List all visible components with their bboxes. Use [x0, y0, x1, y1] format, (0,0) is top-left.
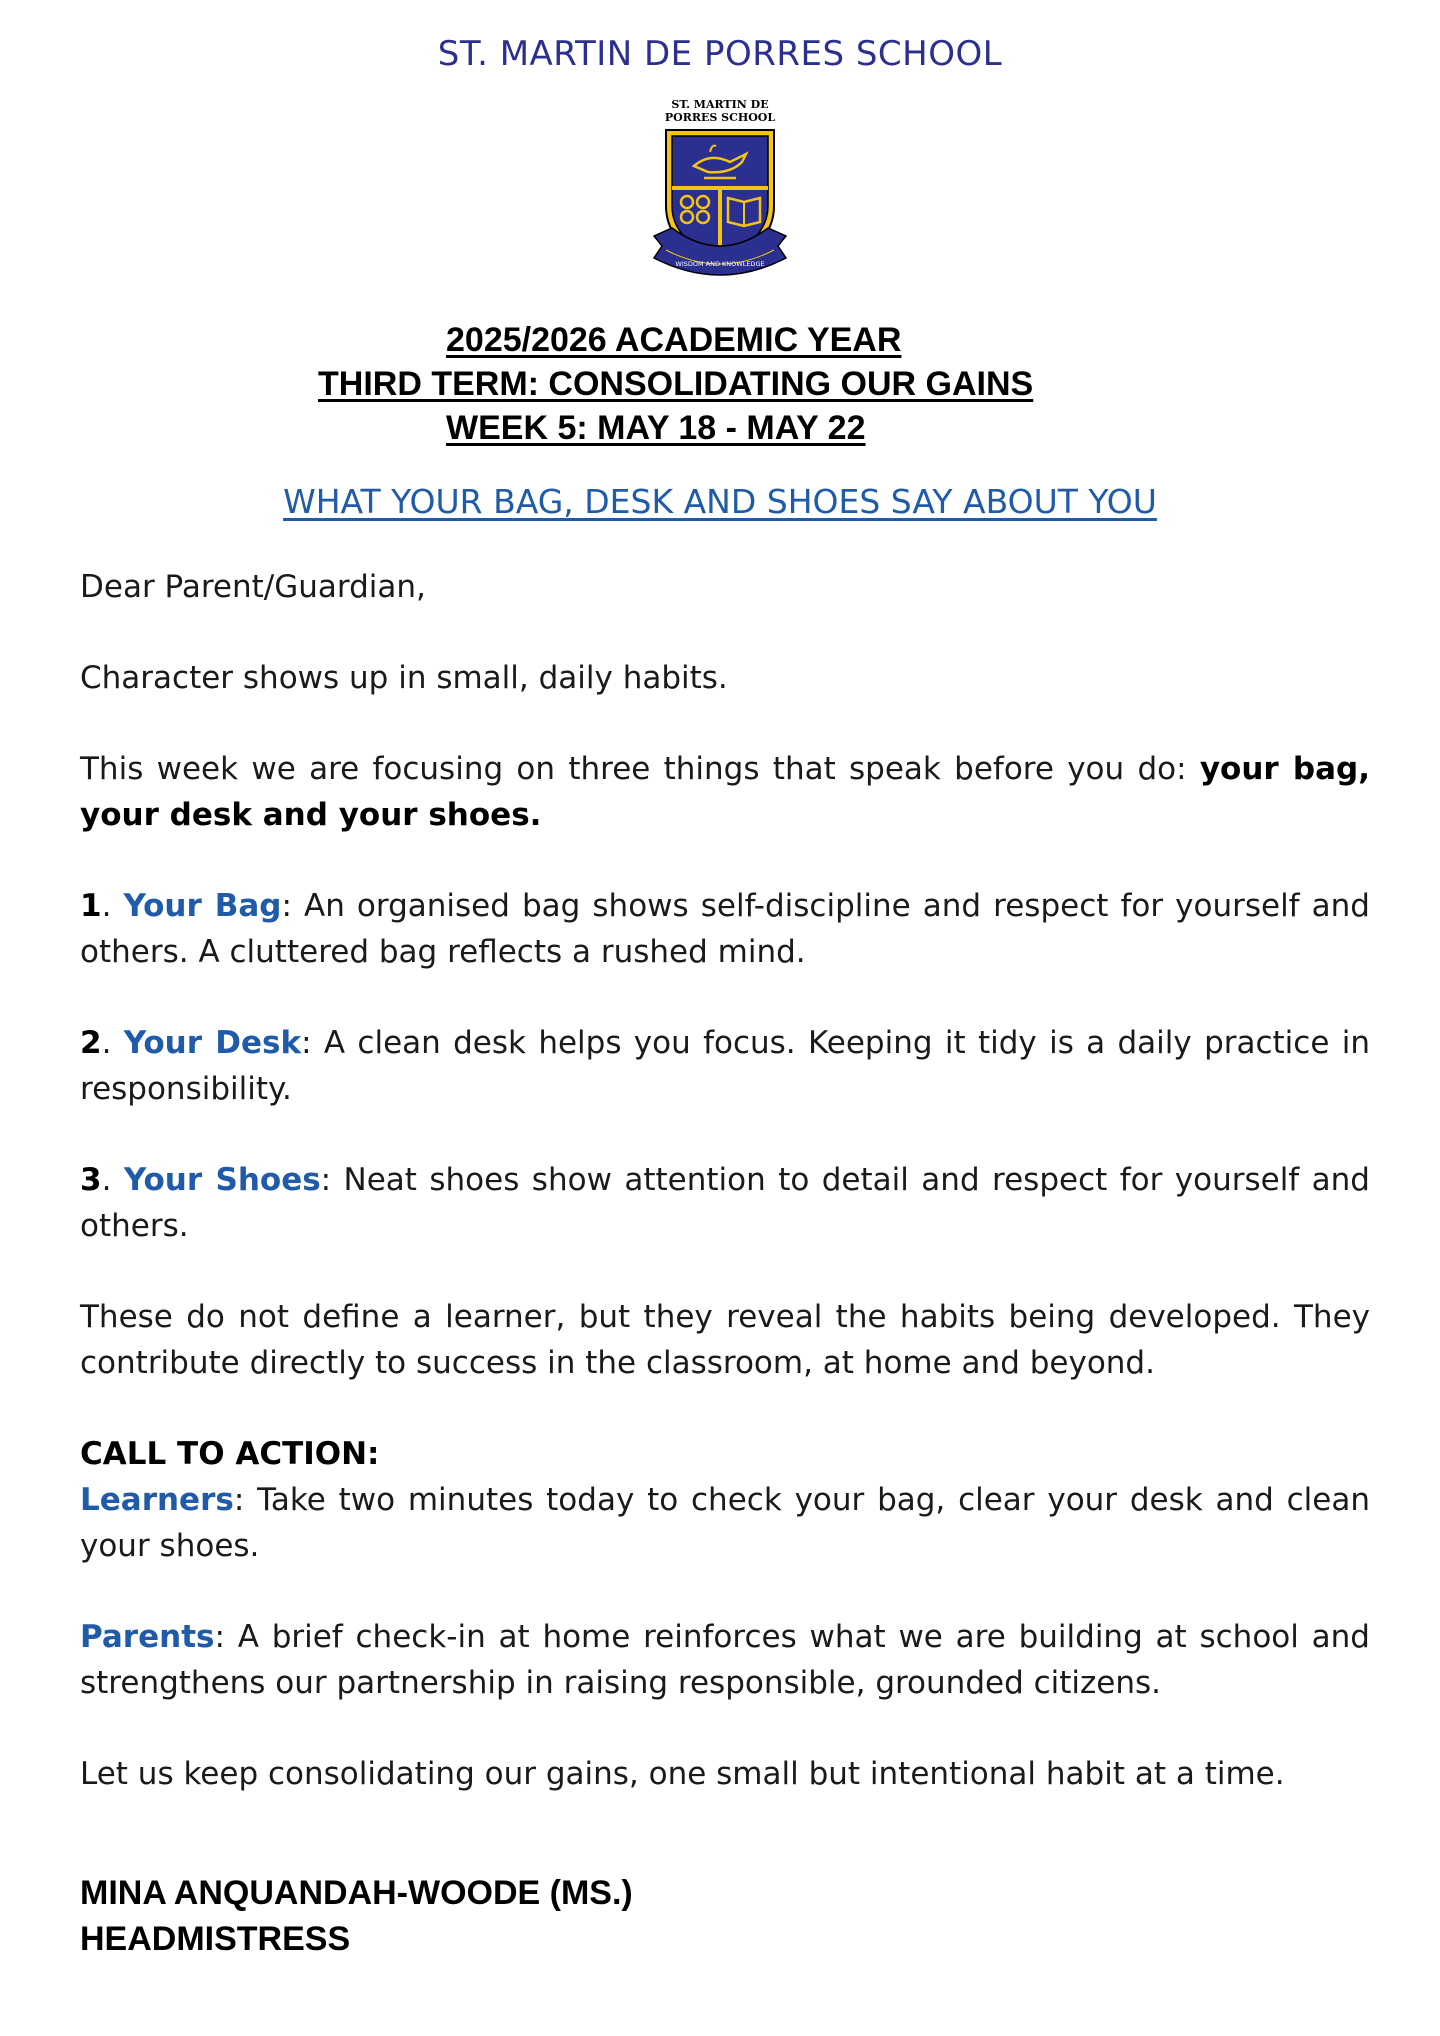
call-to-action-heading: CALL TO ACTION: — [80, 1436, 380, 1472]
list-item-number: 3 — [80, 1162, 102, 1198]
list-item-number: 1 — [80, 888, 102, 924]
list-item-desk: 2. Your Desk: A clean desk helps you focus. Keeping it tidy is a daily practice in responsibility. — [80, 1025, 1371, 1107]
title-academic-year: 2025/2026 ACADEMIC YEAR — [446, 321, 902, 359]
list-item-text: : Neat shoes show attention to detail and respect for yourself and others. — [80, 1162, 1370, 1244]
call-to-action-block — [80, 1431, 1370, 1569]
crest-name-line2: PORRES SCHOOL — [664, 111, 776, 124]
parents-text: : A brief check-in at home reinforces what we are building at school and strengthens our partnership in raising responsible, grounded citizens. — [80, 1619, 1370, 1701]
signature-block — [80, 1870, 633, 1962]
list-item-text: : A clean desk helps you focus. Keeping it tidy is a daily practice in responsibility. — [80, 1025, 1371, 1107]
crest-motto: WISDOM AND KNOWLEDGE — [675, 260, 765, 268]
title-week: WEEK 5: MAY 18 - MAY 22 — [446, 409, 866, 447]
list-item-number: 2 — [80, 1025, 102, 1061]
school-crest-icon — [650, 96, 790, 286]
focus-bold-text: your bag, your desk and your shoes. — [80, 751, 1370, 833]
title-term: THIRD TERM: CONSOLIDATING OUR GAINS — [318, 365, 1034, 403]
list-item-label: Your Bag — [123, 888, 282, 924]
crest-name-line1: ST. MARTIN DE — [671, 98, 769, 111]
reflection-paragraph: These do not define a learner, but they reveal the habits being developed. They contribute directly to success in the classroom, at home and beyond. — [80, 1299, 1370, 1381]
learners-text: : Take two minutes today to check your bag, clear your desk and clean your shoes. — [80, 1482, 1370, 1564]
letter-subtitle: WHAT YOUR BAG, DESK AND SHOES SAY ABOUT YOU — [283, 482, 1157, 521]
signatory-name: MINA ANQUANDAH-WOODE (MS.) — [80, 1874, 633, 1912]
salutation: Dear Parent/Guardian, — [80, 569, 426, 605]
signatory-title: HEADMISTRESS — [80, 1920, 351, 1958]
focus-paragraph — [80, 746, 1370, 838]
parents-label: Parents — [80, 1619, 215, 1655]
list-item-bag: 1. Your Bag: An organised bag shows self-discipline and respect for yourself and others. A cluttered bag reflects a rushed mind. — [80, 888, 1370, 970]
list-item-shoes: 3. Your Shoes: Neat shoes show attention to detail and respect for yourself and others. — [80, 1162, 1370, 1244]
list-item-text: : An organised bag shows self-discipline and respect for yourself and others. A cluttered bag reflects a rushed mind. — [80, 888, 1370, 970]
list-item-label: Your Desk — [123, 1025, 302, 1061]
parents-paragraph — [80, 1614, 1370, 1706]
school-name: ST. MARTIN DE PORRES SCHOOL — [437, 34, 1003, 74]
closing-paragraph: Let us keep consolidating our gains, one small but intentional habit at a time. — [80, 1756, 1285, 1792]
focus-text: This week we are focusing on three things that speak before you do: — [80, 751, 1200, 787]
list-item-label: Your Shoes — [123, 1162, 321, 1198]
intro-paragraph: Character shows up in small, daily habits. — [80, 660, 728, 696]
learners-label: Learners — [80, 1482, 234, 1518]
